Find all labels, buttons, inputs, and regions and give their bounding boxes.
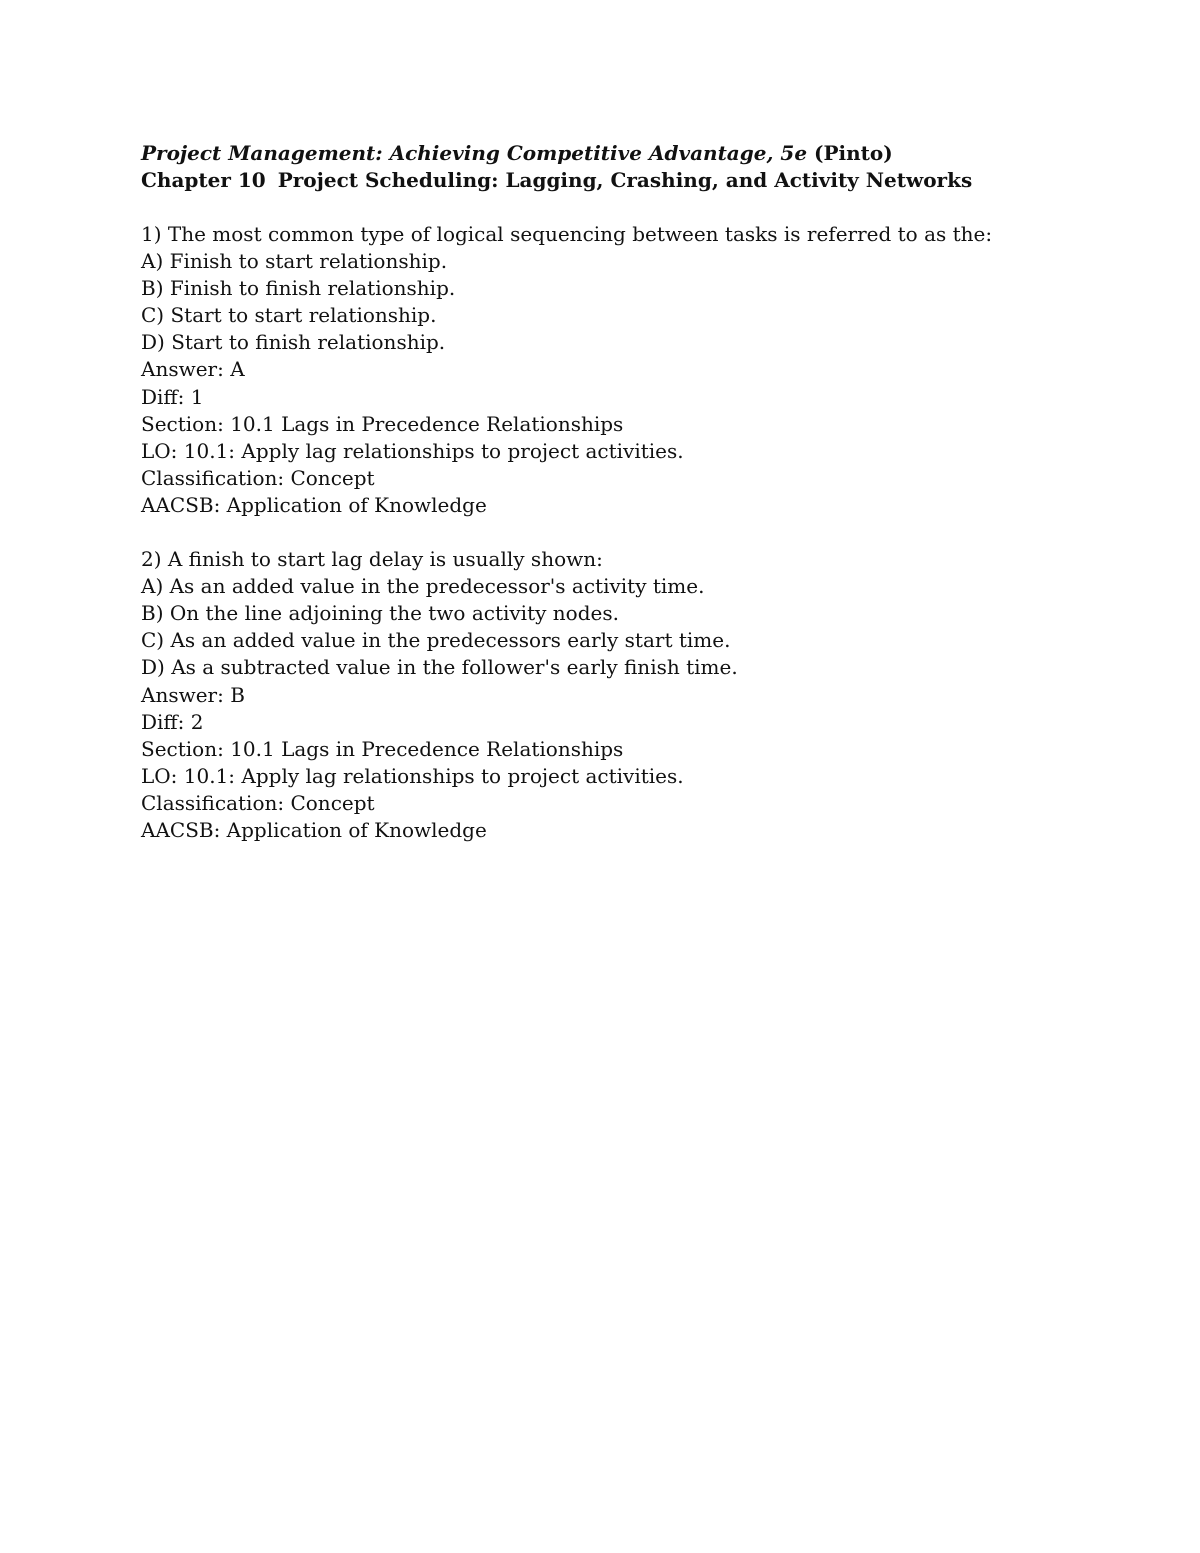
option-a: A) As an added value in the predecessor's activity time.	[141, 574, 705, 599]
question-stem: 2) A finish to start lag delay is usually shown:	[141, 547, 603, 572]
document-page	[141, 140, 1101, 844]
answer: Answer: A	[141, 357, 245, 382]
book-author: (Pinto)	[814, 141, 893, 165]
option-d: D) Start to finish relationship.	[141, 330, 446, 355]
option-b: B) On the line adjoining the two activity nodes.	[141, 601, 619, 626]
chapter-title-line	[141, 167, 1101, 194]
aacsb: AACSB: Application of Knowledge	[141, 492, 487, 517]
option-c: C) Start to start relationship.	[141, 303, 437, 328]
question-2	[141, 546, 1101, 844]
book-title: Project Management: Achieving Competitive Advantage, 5e	[141, 141, 808, 165]
option-b: B) Finish to finish relationship.	[141, 276, 456, 301]
answer: Answer: B	[141, 682, 245, 707]
section: Section: 10.1 Lags in Precedence Relationships	[141, 411, 624, 436]
difficulty: Diff: 1	[141, 384, 204, 409]
chapter-label: Chapter 10	[141, 168, 266, 192]
book-title-line	[141, 140, 1101, 167]
option-a: A) Finish to start relationship.	[141, 249, 448, 274]
classification: Classification: Concept	[141, 465, 375, 490]
difficulty: Diff: 2	[141, 709, 204, 734]
learning-objective: LO: 10.1: Apply lag relationships to project activities.	[141, 763, 684, 788]
classification: Classification: Concept	[141, 790, 375, 815]
option-c: C) As an added value in the predecessors early start time.	[141, 628, 731, 653]
chapter-title: Project Scheduling: Lagging, Crashing, and Activity Networks	[277, 168, 973, 192]
section: Section: 10.1 Lags in Precedence Relationships	[141, 736, 624, 761]
learning-objective: LO: 10.1: Apply lag relationships to project activities.	[141, 438, 684, 463]
question-stem: 1) The most common type of logical sequencing between tasks is referred to as the:	[141, 222, 993, 246]
aacsb: AACSB: Application of Knowledge	[141, 817, 487, 842]
question-1	[141, 221, 1101, 519]
option-d: D) As a subtracted value in the follower's early finish time.	[141, 655, 738, 680]
